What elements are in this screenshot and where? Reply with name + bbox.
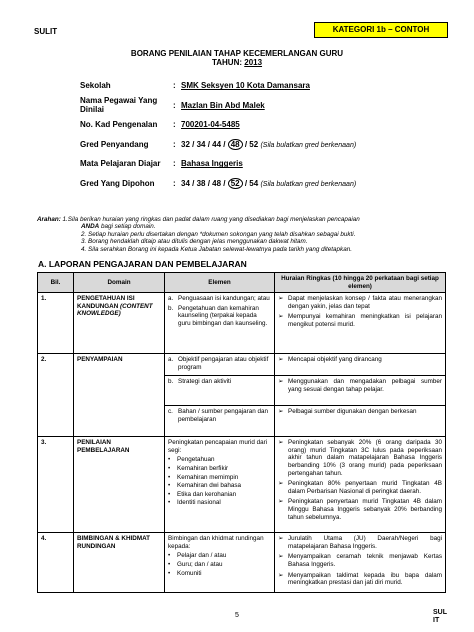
elemen-key: c.: [168, 408, 173, 416]
header-bil: Bil.: [38, 273, 74, 293]
elemen-list-item: [168, 552, 271, 560]
row-elemen: [165, 293, 275, 354]
gred-value: [181, 139, 460, 150]
gd-label: Gred Yang Dipohon: [80, 178, 155, 188]
elemen-list-text: Pelajar dan / atau: [177, 552, 227, 560]
elemen-intro: Peningkatan pencapaian murid dari segi:: [168, 439, 268, 454]
form-year: [0, 58, 474, 67]
arahan-line-4: 4. Sila serahkan Borang ini kepada Ketua Jabatan selewat-lewatnya pada tarikh yang ditetapkan.: [81, 245, 352, 253]
huraian-bullet: [278, 295, 442, 310]
gred-note: (Sila bulatkan gred berkenaan): [260, 141, 357, 149]
info-row-sekolah: [80, 76, 460, 96]
elemen-list-item: [168, 561, 271, 569]
row-bil: 4.: [38, 533, 74, 593]
gd-options-post: / 54: [244, 178, 259, 188]
bullet-dot-icon: •: [168, 499, 171, 507]
huraian-bullet: [278, 313, 442, 328]
row-huraian: [275, 376, 446, 406]
year-prefix: TAHUN:: [211, 58, 245, 67]
elemen-list-item: [168, 499, 271, 507]
elemen-list-text: Kemahiran memimpin: [177, 473, 239, 481]
row-elemen: [165, 354, 275, 376]
huraian-bullet: [278, 572, 442, 587]
colon: :: [173, 81, 176, 91]
row-bil: 2.: [38, 354, 74, 437]
elemen-item: [168, 356, 271, 371]
elemen-list: [168, 456, 271, 507]
row-elemen: [165, 376, 275, 406]
arrow-bullet-icon: ➢: [278, 480, 284, 488]
nama-label: Nama Pegawai Yang Dinilai: [80, 96, 158, 115]
nama-value: Mazlan Bin Abd Malek: [181, 100, 265, 110]
arrow-bullet-icon: ➢: [278, 535, 284, 543]
arrow-bullet-icon: ➢: [278, 356, 284, 363]
elemen-list-item: [168, 456, 271, 464]
huraian-text: Peningkatan sebanyak 20% (6 orang daripada 30 orang) murid Tingkatan 3C lulus pada peperiksaan akhir tahun dalam matapelajaran Bahasa Inggeris berbanding 10% (3 orang murid) pada peperiksaan pertengahan tahun.: [288, 439, 442, 477]
sulit-label: SULIT: [34, 27, 58, 36]
elemen-key: a.: [168, 295, 174, 302]
huraian-bullet: [278, 535, 442, 550]
huraian-text: Peningkatan 80% penyertaan murid Tingkatan 4B dalam Perbarisan Nasional di peringkat daerah.: [288, 480, 442, 495]
table-row: [38, 437, 446, 533]
gd-options-pre: 34 / 38 / 48 /: [181, 178, 226, 188]
gred-options-post: / 52: [244, 139, 259, 149]
arahan-block: [37, 216, 457, 253]
gred-circled: 48: [228, 139, 243, 150]
arrow-bullet-icon: ➢: [278, 571, 284, 579]
huraian-text: Menggunakan dan mengadakan pelbagai sumber yang sesuai dengan tahap pelajar.: [288, 378, 442, 393]
huraian-text: Mencapai objektif yang dirancang: [288, 356, 382, 363]
kp-value: 700201-04-5485: [181, 120, 240, 130]
row-huraian: [275, 533, 446, 593]
row-domain: PENILAIAN PEMBELAJARAN: [74, 437, 165, 533]
section-a-heading: A. LAPORAN PENGAJARAN DAN PEMBELAJARAN: [38, 259, 247, 269]
elemen-list-text: Pengetahuan: [177, 456, 215, 464]
kp-label: No. Kad Pengenalan: [80, 120, 158, 130]
elemen-text: Bahan / sumber pengajaran dan pembelajaran: [178, 408, 268, 423]
huraian-text: Pelbagai sumber digunakan dengan berkesan: [288, 408, 417, 416]
form-title: BORANG PENILAIAN TAHAP KECEMERLANGAN GURU: [130, 49, 344, 58]
huraian-bullet: [278, 439, 442, 477]
gred-options-pre: 32 / 34 / 44 /: [181, 139, 226, 149]
info-row-gred-dipohon: [80, 174, 460, 194]
arrow-bullet-icon: ➢: [278, 295, 284, 302]
gd-note: (Sila bulatkan gred berkenaan): [260, 180, 357, 188]
huraian-text: Peningkatan penyertaan murid Tingkatan 4B dalam Minggu Bahasa Inggeris sebanyak 20% berbanding tahun sebelumnya.: [288, 498, 442, 521]
huraian-text: Dapat menjelaskan konsep / fakta atau menerangkan dengan yakin, jelas dan tepat: [288, 295, 442, 310]
huraian-text: Jurulatih Utama (JU) Daerah/Negeri bagi matapelajaran Bahasa Inggeris.: [288, 535, 442, 550]
huraian-bullet: [278, 356, 442, 364]
laporan-table: [37, 272, 446, 593]
elemen-list-text: Guru; dan / atau: [177, 560, 223, 568]
arrow-bullet-icon: ➢: [278, 408, 284, 416]
elemen-text: Strategi dan aktiviti: [178, 378, 232, 386]
arrow-bullet-icon: ➢: [278, 553, 284, 561]
row-elemen: [165, 406, 275, 437]
colon: :: [173, 120, 176, 130]
arahan-line-1b: [37, 223, 457, 230]
elemen-list-text: Kemahiran berfikir: [177, 464, 229, 472]
bullet-dot-icon: •: [168, 490, 171, 498]
domain-italic: (CONTENT KNOWLEDGE): [77, 302, 153, 318]
huraian-text: Menyampaikan ceramah teknik menjawab Kertas Bahasa Inggeris.: [288, 553, 442, 568]
table-row: [38, 533, 446, 593]
bullet-dot-icon: •: [168, 552, 171, 560]
info-row-nama: [80, 96, 460, 116]
kategori-badge: KATEGORI 1b – CONTOH: [314, 22, 448, 38]
arrow-bullet-icon: ➢: [278, 313, 284, 321]
arahan-1b: bagi setiap domain.: [99, 223, 156, 231]
table-row: [38, 293, 446, 354]
row-elemen: [165, 437, 275, 533]
elemen-list: [168, 552, 271, 577]
elemen-list-text: Etika dan kerohanian: [177, 490, 237, 498]
arahan-anda: ANDA: [81, 223, 100, 231]
elemen-list-text: Kemahiran dwi bahasa: [177, 482, 242, 490]
info-row-gred: [80, 135, 460, 155]
elemen-list-item: [168, 465, 271, 473]
elemen-list-text: Identiti nasional: [177, 499, 221, 507]
arahan-line-3: 3. Borang hendaklah ditaip atau ditulis dengan jelas menggunakan dakwat hitam.: [81, 238, 308, 246]
huraian-bullet: [278, 480, 442, 495]
table-row: [38, 354, 446, 376]
row-bil: 3.: [38, 437, 74, 533]
elemen-list-item: [168, 474, 271, 482]
row-elemen: [165, 533, 275, 593]
elemen-text: Objektif pengajaran atau objektif program: [178, 356, 269, 371]
huraian-text: Mempunyai kemahiran meningkatkan isi pelajaran mengikut potensi murid.: [288, 313, 442, 328]
info-row-mp: [80, 154, 460, 174]
mp-label: Mata Pelajaran Diajar: [80, 159, 161, 169]
row-huraian: [275, 406, 446, 437]
row-domain: BIMBINGAN & KHIDMAT RUNDINGAN: [74, 533, 165, 593]
colon: :: [173, 159, 176, 169]
page-number: 5: [235, 612, 239, 619]
sulit-footer-b: IT: [433, 617, 440, 624]
arahan-line-2: 2. Setiap huraian perlu disertakan dengan *dokumen sokongan yang telah disahkan sebagai bukti.: [81, 230, 356, 238]
bullet-dot-icon: •: [168, 560, 171, 568]
gd-value: [181, 178, 460, 189]
arrow-bullet-icon: ➢: [278, 378, 284, 386]
mp-value: Bahasa Inggeris: [181, 159, 243, 169]
huraian-bullet: [278, 553, 442, 568]
gd-circled: 52: [228, 178, 243, 189]
info-row-kp: [80, 115, 460, 135]
elemen-key: b.: [168, 378, 174, 386]
elemen-item: [168, 408, 271, 423]
huraian-bullet: [278, 498, 442, 521]
colon: :: [173, 178, 176, 188]
colon: :: [173, 100, 176, 110]
header-huraian: Huraian Ringkas (10 hingga 20 perkataan bagi setiap elemen): [275, 273, 446, 293]
elemen-item: [168, 295, 271, 303]
elemen-text: Pengetahuan dan kemahiran kaunseling (terpakai kepada guru bimbingan dan kaunseling.: [178, 304, 268, 327]
bullet-dot-icon: •: [168, 482, 171, 490]
gred-label: Gred Penyandang: [80, 139, 149, 149]
arahan-label: Arahan:: [37, 216, 61, 223]
row-huraian: [275, 293, 446, 354]
elemen-list-item: [168, 570, 271, 578]
header-domain: Domain: [74, 273, 165, 293]
elemen-text: Penguasaan isi kandungan; atau: [178, 295, 270, 302]
domain-text: PENGETAHUAN ISI KANDUNGAN: [77, 295, 135, 310]
table-header-row: [38, 273, 446, 293]
row-domain: [74, 293, 165, 354]
sulit-footer-a: SUL: [433, 609, 447, 616]
elemen-item: [168, 305, 271, 328]
elemen-intro: Bimbingan dan khidmat rundingan kepada:: [168, 535, 264, 550]
huraian-bullet: [278, 378, 442, 393]
elemen-key: a.: [168, 356, 174, 363]
huraian-bullet: [278, 408, 442, 416]
year-value: 2013: [244, 58, 263, 67]
row-domain: PENYAMPAIAN: [74, 354, 165, 437]
huraian-text: Menyampaikan taklimat kepada ibu bapa dalam meningkatkan prestasi dan jati diri murid.: [288, 571, 442, 587]
arrow-bullet-icon: ➢: [278, 439, 284, 447]
arahan-1a: 1.Sila berikan huraian yang ringkas dan padat dalam ruang yang disediakan bagi menjelaskan pencapaian: [62, 216, 360, 223]
row-huraian: [275, 354, 446, 376]
elemen-key: b.: [168, 304, 174, 312]
info-block: [80, 76, 460, 193]
colon: :: [173, 139, 176, 149]
bullet-dot-icon: •: [168, 569, 171, 577]
sulit-footer: [433, 609, 447, 625]
bullet-dot-icon: •: [168, 464, 171, 472]
elemen-item: [168, 378, 271, 386]
arahan-line-1: [37, 216, 457, 223]
elemen-list-item: [168, 491, 271, 499]
sekolah-value: SMK Seksyen 10 Kota Damansara: [181, 81, 310, 91]
row-bil: 1.: [38, 293, 74, 354]
sekolah-label: Sekolah: [80, 81, 111, 91]
arrow-bullet-icon: ➢: [278, 498, 284, 506]
elemen-list-text: Komuniti: [177, 569, 202, 577]
elemen-list-item: [168, 482, 271, 490]
row-huraian: [275, 437, 446, 533]
header-elemen: Elemen: [165, 273, 275, 293]
bullet-dot-icon: •: [168, 456, 171, 464]
bullet-dot-icon: •: [168, 473, 171, 481]
